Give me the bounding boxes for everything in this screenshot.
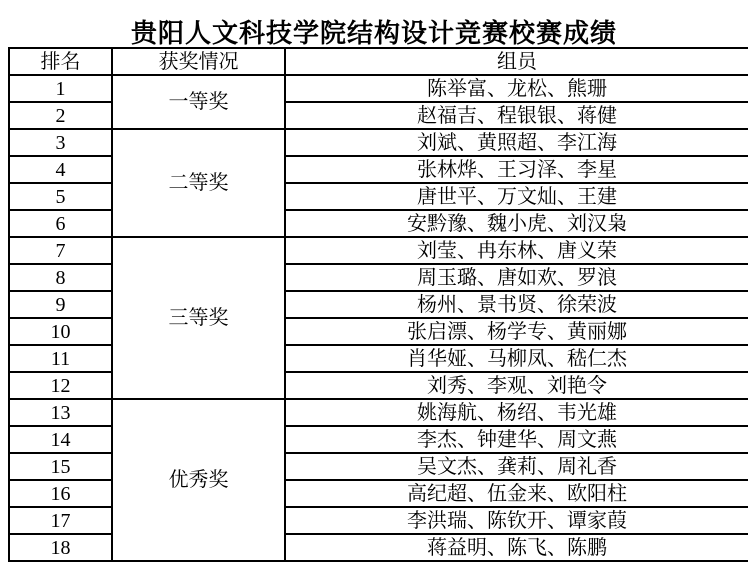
rank-cell: 2 (9, 102, 112, 129)
rank-cell: 11 (9, 345, 112, 372)
rank-cell: 8 (9, 264, 112, 291)
members-cell: 姚海航、杨绍、韦光雄 (285, 399, 748, 426)
table-row (9, 75, 748, 102)
members-cell: 张启漂、杨学专、黄丽娜 (285, 318, 748, 345)
members-cell: 张林烨、王习泽、李星 (285, 156, 748, 183)
rank-cell: 7 (9, 237, 112, 264)
rank-cell: 10 (9, 318, 112, 345)
award-cell: 优秀奖 (112, 399, 285, 561)
rank-cell: 15 (9, 453, 112, 480)
members-cell: 陈举富、龙松、熊珊 (285, 75, 748, 102)
rank-cell: 17 (9, 507, 112, 534)
rank-cell: 18 (9, 534, 112, 561)
members-cell: 刘秀、李观、刘艳令 (285, 372, 748, 399)
header-award: 获奖情况 (112, 48, 285, 75)
results-table-body (9, 75, 748, 561)
rank-cell: 4 (9, 156, 112, 183)
header-members: 组员 (285, 48, 748, 75)
table-header-row (9, 48, 748, 75)
members-cell: 吴文杰、龚莉、周礼香 (285, 453, 748, 480)
members-cell: 赵福吉、程银银、蒋健 (285, 102, 748, 129)
rank-cell: 14 (9, 426, 112, 453)
members-cell: 肖华娅、马柳凤、嵇仁杰 (285, 345, 748, 372)
members-cell: 周玉璐、唐如欢、罗浪 (285, 264, 748, 291)
table-row (9, 237, 748, 264)
members-cell: 李杰、钟建华、周文燕 (285, 426, 748, 453)
table-row (9, 399, 748, 426)
rank-cell: 13 (9, 399, 112, 426)
page-title: 贵阳人文科技学院结构设计竞赛校赛成绩 (130, 18, 617, 48)
rank-cell: 1 (9, 75, 112, 102)
members-cell: 刘莹、冉东林、唐义荣 (285, 237, 748, 264)
members-cell: 唐世平、万文灿、王建 (285, 183, 748, 210)
rank-cell: 6 (9, 210, 112, 237)
members-cell: 刘斌、黄照超、李江海 (285, 129, 748, 156)
table-row (9, 129, 748, 156)
members-cell: 蒋益明、陈飞、陈鹏 (285, 534, 748, 561)
header-rank: 排名 (9, 48, 112, 75)
award-cell: 二等奖 (112, 129, 285, 237)
members-cell: 高纪超、伍金来、欧阳柱 (285, 480, 748, 507)
members-cell: 李洪瑞、陈钦开、谭家葭 (285, 507, 748, 534)
rank-cell: 12 (9, 372, 112, 399)
members-cell: 杨州、景书贤、徐荣波 (285, 291, 748, 318)
award-cell: 一等奖 (112, 75, 285, 129)
members-cell: 安黔豫、魏小虎、刘汉枭 (285, 210, 748, 237)
results-table (8, 47, 748, 562)
rank-cell: 9 (9, 291, 112, 318)
rank-cell: 16 (9, 480, 112, 507)
rank-cell: 3 (9, 129, 112, 156)
rank-cell: 5 (9, 183, 112, 210)
award-cell: 三等奖 (112, 237, 285, 399)
